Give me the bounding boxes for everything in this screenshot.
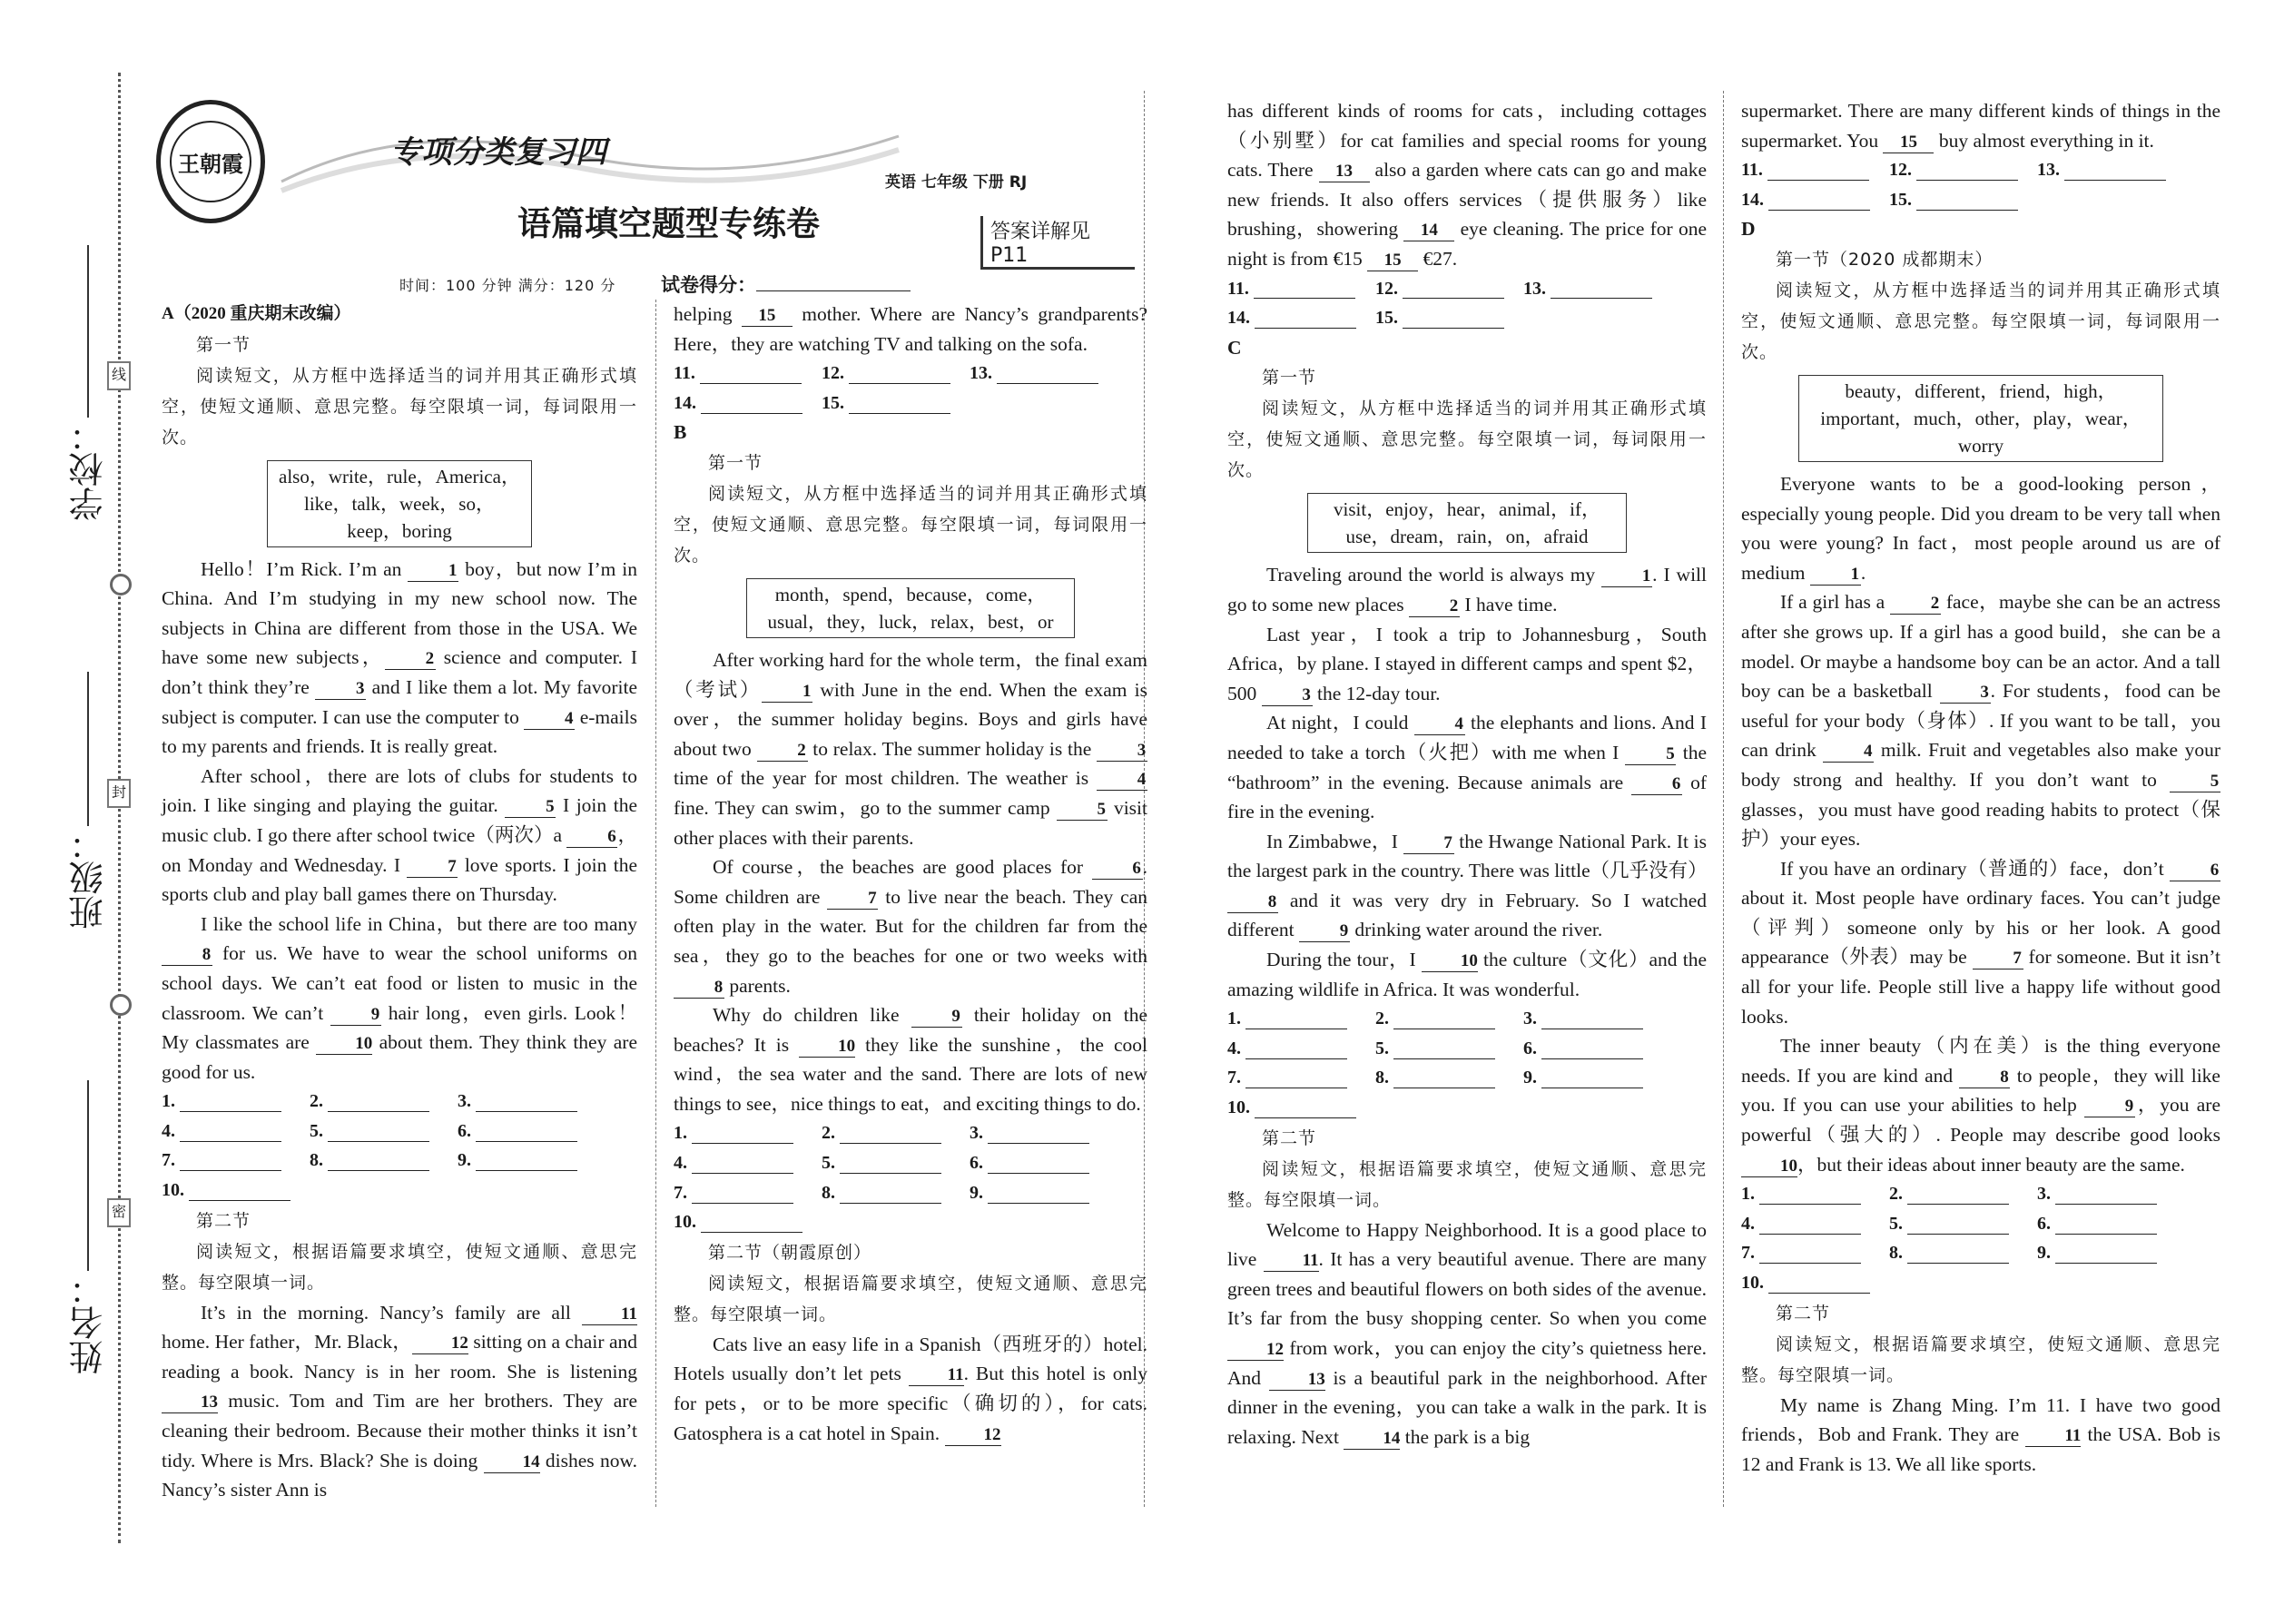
- answer-lines: 11. 12. 13. 14. 15.: [1227, 274, 1707, 333]
- blank-1[interactable]: 1: [408, 561, 458, 582]
- blank-6[interactable]: 6: [1631, 774, 1682, 795]
- instructions: 阅读短文，从方框中选择适当的词并用其正确形式填空，使短文通顺、意思完整。每空限填一词，每词限用一次。: [674, 483, 1147, 566]
- blank-10[interactable]: 10: [1741, 1156, 1797, 1177]
- instructions: 阅读短文，从方框中选择适当的词并用其正确形式填空，使短文通顺、意思完整。每空限填一词，每词限用一次。: [1741, 280, 2220, 362]
- binding-hole: [110, 574, 132, 595]
- part-2-title: 第二节: [1262, 1127, 1317, 1148]
- section-d-title: D: [1741, 218, 1756, 241]
- passage-paragraph: Last year，I took a trip to Johannesburg，South Africa，by plane. I stayed in different camps and spent $2，500 3 the 12-day tour.: [1227, 623, 1707, 704]
- grade-meta: 英语 七年级 下册 RJ: [885, 173, 1028, 192]
- passage-paragraph: In Zimbabwe，I 7 the Hwange National Park. It is the largest park in the country. There was little（几乎没有）8 and it was very dry in February. So I watched different 9 drinking water around the river.: [1227, 830, 1708, 941]
- blank-12[interactable]: 12: [1227, 1340, 1284, 1361]
- passage-paragraph: After working hard for the whole term，the final exam（考试） 1 with June in the end. When the exam is over，the summer holiday begins. Boys and girls have about two 2 to relax. The summer holiday is the 3 time of the year for most children. The weather is 4 fine. They can swim，go to the summer camp 5 visit other places with their parents.: [674, 648, 1147, 849]
- passage-paragraph: has different kinds of rooms for cats，including cottages（小别墅）for cat families and special rooms for young cats. There 13 also a garden where cats can go and make new friends. It also offers services（提供服务）like brushing，showering 14 eye cleaning. The price for one night is from €15 15 €27.: [1227, 100, 1707, 270]
- answer-lines: 1. 2. 3. 4. 5. 6. 7. 8. 9. 10.: [162, 1087, 637, 1205]
- section-a-title: A（2020 重庆期末改编）: [162, 304, 351, 323]
- blank-3[interactable]: 3: [1262, 685, 1313, 706]
- blank-11[interactable]: 11: [582, 1304, 637, 1325]
- blank-8[interactable]: 8: [674, 978, 724, 999]
- passage-paragraph: The inner beauty（内在美）is the thing everyone needs. If you are kind and 8 to people，they will like you. If you can use your abilities to help 9，you are powerful（强大的）. People may describe good looks 10，but their ideas about inner beauty are the same.: [1741, 1035, 2220, 1176]
- passage-paragraph: supermarket. There are many different kinds of things in the supermarket. You 15 buy almost everything in it.: [1741, 100, 2220, 152]
- part-1-title: 第一节: [196, 334, 251, 355]
- blank-7[interactable]: 7: [1973, 949, 2023, 969]
- blank-15[interactable]: 15: [742, 306, 793, 327]
- school-field[interactable]: [87, 245, 89, 418]
- passage-paragraph: After school，there are lots of clubs for students to join. I like singing and playing the guitar. 5 I join the music club. I go there after school twice（两次）a 6，on Monday and Wednesday. I 7 love sports. I join the sports club and play ball games there on Thursday.: [162, 764, 638, 906]
- blank-3[interactable]: 3: [315, 679, 366, 700]
- passage-paragraph: Hello！I’m Rick. I’m an 1 boy，but now I’m in China. And I’m studying in my new school now. The subjects in China are different from those in the USA. We have some new subjects， 2 science and computer. I don’t think they’re 3 and I like them a lot. My favorite subject is computer. I can use the computer to 4 e-mails to my parents and friends. It is really great.: [162, 557, 637, 758]
- instructions: 阅读短文，从方框中选择适当的词并用其正确形式填空，使短文通顺、意思完整。每空限填一词，每词限用一次。: [1227, 399, 1707, 481]
- part-2-title: 第二节: [1776, 1303, 1831, 1324]
- passage-paragraph: If a girl has a 2 face，maybe she can be an actress after she grows up. If a girl has a good build，she can be a model. Or maybe a handsome boy can be an actor. And a tall boy can be a basketball 3. For students，food can be useful for your body（身体）. If you want to be tall，you can drink 4 milk. Fruit and vegetables also make your body strong and healthy. If you don’t want to 5 glasses，you must have good reading habits to protect（保护）your eyes.: [1741, 591, 2220, 851]
- blank-4[interactable]: 4: [1414, 714, 1465, 735]
- part-2-title: 第二节: [196, 1210, 251, 1231]
- answer-reference: 答案详解见 P11: [980, 216, 1135, 270]
- blank-5[interactable]: 5: [1057, 800, 1108, 821]
- passage-paragraph: helping 15 mother. Where are Nancy’s grandparents? Here，they are watching TV and talking on the sofa.: [674, 303, 1148, 355]
- binding-margin: [0, 0, 145, 1624]
- column-3: [1227, 96, 1707, 1452]
- blank-6[interactable]: 6: [566, 827, 617, 848]
- blank-13[interactable]: 13: [1319, 162, 1370, 182]
- blank-14[interactable]: 14: [484, 1452, 540, 1473]
- answer-lines: 1. 2. 3. 4. 5. 6. 7. 8. 9. 10.: [674, 1118, 1147, 1236]
- passage-paragraph: My name is Zhang Ming. I’m 11. I have two good friends，Bob and Frank. They are 11 the USA. Bob is 12 and Frank is 13. We all like sports.: [1741, 1393, 2220, 1475]
- blank-3[interactable]: 3: [1097, 741, 1147, 762]
- word-box: month，spend，because，come，usual，they，luck，relax，best，or: [746, 578, 1075, 638]
- cut-line: [118, 73, 121, 1543]
- column-1: [162, 300, 637, 1505]
- blank-13[interactable]: 13: [1269, 1370, 1325, 1391]
- blank-12[interactable]: 12: [945, 1425, 1001, 1446]
- blank-8[interactable]: 8: [1227, 892, 1278, 913]
- logo-text: 王朝霞: [170, 121, 251, 202]
- blank-10[interactable]: 10: [799, 1037, 855, 1058]
- passage-paragraph: Cats live an easy life in a Spanish（西班牙的）hotel. Hotels usually don’t let pets 11. But this hotel is only for pets，or to be more specific（确切的），for cats. Gatosphera is a cat hotel in Spain. 12: [674, 1333, 1147, 1444]
- page-title: 语篇填空题型专练卷: [517, 204, 820, 243]
- blank-4[interactable]: 4: [1097, 770, 1147, 791]
- seal-mark-line: 线: [107, 361, 131, 390]
- blank-2[interactable]: 2: [757, 741, 808, 762]
- blank-15[interactable]: 15: [1367, 251, 1418, 271]
- blank-1[interactable]: 1: [1810, 565, 1861, 586]
- blank-5[interactable]: 5: [2170, 772, 2220, 792]
- blank-15[interactable]: 15: [1883, 133, 1934, 153]
- header: [145, 91, 1135, 272]
- part-2-title: 第二节（朝霞原创）: [708, 1242, 872, 1263]
- passage-paragraph: Why do children like 9 their holiday on the beaches? It is 10 they like the sunshine，the cool wind，the sea water and the sand. There are lots of new things to see，nice things to eat，and exciting things to do.: [674, 1004, 1147, 1115]
- instructions: 阅读短文，根据语篇要求填空，使短文通顺、意思完整。每空限填一词。: [1741, 1334, 2220, 1385]
- blank-1[interactable]: 1: [1601, 566, 1652, 587]
- passage-paragraph: Everyone wants to be a good-looking person，especially young people. Did you dream to be very tall when you were young? In fact，most people around us are of medium 1.: [1741, 472, 2220, 584]
- passage-paragraph: If you have an ordinary（普通的）face，don’t 6 about it. Most people have ordinary faces. You can’t judge（评判）someone only by his or her look. A good appearance（外表）may be 7 for someone. But it isn’t all for your life. People still live a happy life without good looks.: [1741, 857, 2220, 1028]
- word-box: also，write，rule，America，like，talk，week，so，keep，boring: [267, 460, 532, 547]
- blank-9[interactable]: 9: [330, 1005, 381, 1026]
- blank-11[interactable]: 11: [2025, 1426, 2081, 1447]
- blank-7[interactable]: 7: [1403, 833, 1454, 854]
- subtitle: 专项分类复习四: [390, 134, 606, 171]
- instructions: 阅读短文，根据语篇要求填空，使短文通顺、意思完整。每空限填一词。: [1227, 1158, 1707, 1210]
- blank-8[interactable]: 8: [162, 945, 212, 966]
- part-1-title: 第一节: [1262, 368, 1317, 389]
- blank-13[interactable]: 13: [162, 1393, 218, 1413]
- time-score-info: 时间：100 分钟 满分：120 分: [399, 277, 616, 294]
- instructions: 阅读短文，根据语篇要求填空，使短文通顺、意思完整。每空限填一词。: [674, 1273, 1147, 1324]
- answer-lines: 1. 2. 3. 4. 5. 6. 7. 8. 9. 10.: [1741, 1179, 2220, 1297]
- passage-paragraph: Welcome to Happy Neighborhood. It is a good place to live 11. It has a very beautiful avenue. There are many green trees and beautiful flowers on both sides of the avenue. It’s far from the busy shopping center. So when you come 12 from work，you can enjoy the city’s quietness here. And 13 is a beautiful park in the neighborhood. After dinner in the evening，you can take a walk in the park. It is relaxing. Next 14 the park is a big: [1227, 1218, 1707, 1448]
- column-4: [1741, 96, 2220, 1479]
- blank-7[interactable]: 7: [827, 889, 878, 910]
- word-box: beauty，different，friend，high，important，much，other，play，wear，worry: [1798, 375, 2163, 462]
- class-label: 班级：: [69, 826, 109, 930]
- answer-lines: 11. 12. 13. 14. 15.: [1741, 155, 2220, 214]
- section-c-title: C: [1227, 336, 1242, 359]
- blank-14[interactable]: 14: [1403, 221, 1454, 241]
- passage-paragraph: Traveling around the world is always my 1. I will go to some new places 2 I have time.: [1227, 564, 1708, 615]
- binding-hole: [110, 994, 132, 1016]
- answer-lines: 11. 12. 13. 14. 15.: [674, 359, 1147, 418]
- blank-11[interactable]: 11: [1264, 1251, 1319, 1272]
- blank-9[interactable]: 9: [911, 1007, 962, 1028]
- blank-3[interactable]: 3: [1940, 683, 1991, 704]
- school-label: 学校：: [69, 418, 109, 521]
- section-b-title: B: [674, 421, 687, 444]
- part-1-title: 第一节（2020 成都期末）: [1776, 249, 1994, 270]
- blank-10[interactable]: 10: [1422, 951, 1478, 972]
- passage-paragraph: At night，I could 4 the elephants and lions. And I needed to take a torch（火把）with me when I 5 the “bathroom” in the evening. Because animals are 6 of fire in the evening.: [1227, 712, 1707, 823]
- blank-4[interactable]: 4: [524, 709, 575, 730]
- word-box: visit，enjoy，hear，animal，if，use，dream，rain，on，afraid: [1307, 493, 1627, 553]
- column-divider: [655, 300, 656, 1507]
- blank-9[interactable]: 9: [1299, 921, 1350, 942]
- column-2: [674, 300, 1147, 1448]
- blank-2[interactable]: 2: [1890, 594, 1941, 615]
- name-field[interactable]: [87, 1080, 89, 1271]
- class-field[interactable]: [87, 672, 89, 826]
- name-label: 姓名：: [69, 1271, 109, 1374]
- passage-paragraph: I like the school life in China，but there are too many 8 for us. We have to wear the school uniforms on school days. We can’t eat food or listen to music in the classroom. We can’t 9 hair long，even girls. Look！My classmates are 10 about them. They think they are good for us.: [162, 912, 638, 1083]
- part-1-title: 第一节: [708, 452, 763, 473]
- blank-4[interactable]: 4: [1823, 742, 1874, 763]
- seal-mark-secret: 密: [107, 1198, 131, 1227]
- publisher-logo: [156, 100, 265, 223]
- blank-12[interactable]: 12: [412, 1334, 468, 1354]
- blank-6[interactable]: 6: [1092, 859, 1143, 880]
- blank-2[interactable]: 2: [1409, 596, 1460, 617]
- instructions: 阅读短文，从方框中选择适当的词并用其正确形式填空，使短文通顺、意思完整。每空限填一词，每词限用一次。: [162, 365, 637, 448]
- blank-5[interactable]: 5: [1625, 744, 1676, 765]
- passage-paragraph: Of course，the beaches are good places for 6. Some children are 7 to live near the beach. They can often play in the water. But for the children far from the sea，they go to the beaches for one or two weeks with 8 parents.: [674, 856, 1147, 997]
- answer-lines: 1. 2. 3. 4. 5. 6. 7. 8. 9. 10.: [1227, 1004, 1707, 1122]
- blank-14[interactable]: 14: [1344, 1429, 1400, 1450]
- blank-6[interactable]: 6: [2170, 861, 2220, 881]
- blank-11[interactable]: 11: [909, 1365, 964, 1386]
- column-divider: [1723, 91, 1724, 1507]
- blank-5[interactable]: 5: [505, 797, 556, 818]
- blank-9[interactable]: 9: [2084, 1097, 2135, 1117]
- blank-7[interactable]: 7: [407, 857, 458, 878]
- blank-1[interactable]: 1: [762, 682, 812, 703]
- blank-10[interactable]: 10: [316, 1034, 372, 1055]
- passage-paragraph: During the tour，I 10 the culture（文化）and the amazing wildlife in Africa. It was wonderful.: [1227, 949, 1707, 1000]
- blank-8[interactable]: 8: [1959, 1068, 2010, 1088]
- score-field[interactable]: 试卷得分：: [661, 271, 911, 298]
- blank-2[interactable]: 2: [385, 649, 436, 670]
- instructions: 阅读短文，根据语篇要求填空，使短文通顺、意思完整。每空限填一词。: [162, 1241, 637, 1293]
- seal-mark-seal: 封: [107, 779, 131, 808]
- passage-paragraph: It’s in the morning. Nancy’s family are all 11 home. Her father，Mr. Black， 12 sitting on a chair and reading a book. Nancy is in her room. She is listening 13 music. Tom and Tim are her brothers. They are cleaning their bedroom. Because their mother thinks it isn’t tidy. Where is Mrs. Black? She is doing 14 dishes now. Nancy’s sister Ann is: [162, 1301, 637, 1501]
